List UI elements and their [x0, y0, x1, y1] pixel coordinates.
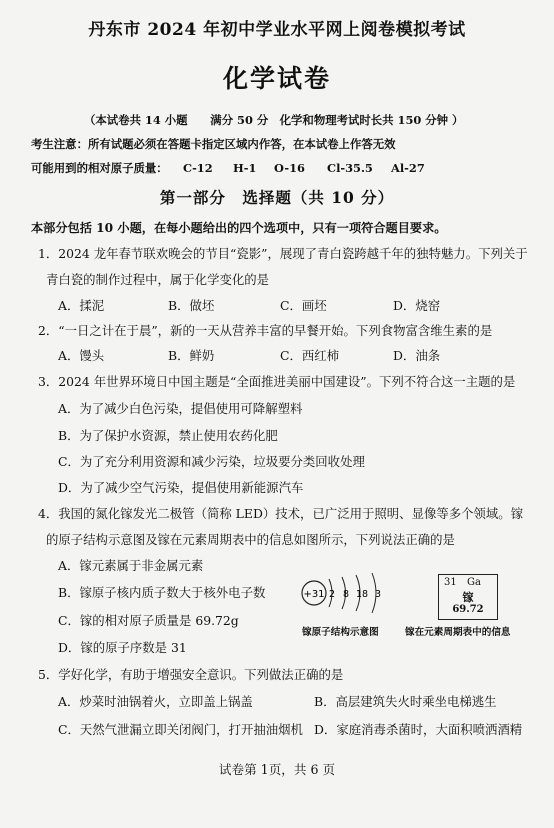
atomic-masses-label: 可能用到的相对原子质量：: [31, 161, 168, 175]
gallium-atom-structure-diagram: [296, 572, 408, 618]
question-2-stem: 2．“一日之计在于晨”，新的一天从营养丰富的早餐开始。下列食物富含维生素的是: [38, 323, 493, 338]
shell-electron-count: 8: [342, 589, 350, 600]
question-2-option-d: D．油条: [393, 348, 441, 363]
question-2-option-a: A．馒头: [58, 348, 105, 363]
atomic-mass-item: H-1: [233, 161, 257, 175]
atomic-mass-item: Al-27: [391, 161, 425, 175]
page-footer: 试卷第 1页，共 6 页: [218, 762, 336, 777]
question-3-option-d: D．为了减少空气污染，提倡使用新能源汽车: [58, 480, 304, 495]
relative-atomic-mass: 69.72: [452, 604, 484, 615]
question-3-option-b: B．为了保护水资源，禁止使用农药化肥: [58, 428, 278, 443]
shell-electron-count: 3: [374, 589, 382, 600]
question-5-option-c: C．天然气泄漏立即关闭阀门，打开抽油烟机: [58, 722, 303, 737]
atomic-mass-item: C-12: [183, 161, 213, 175]
question-1-stem: 1．2024 龙年春节联欢晚会的节目“瓷影”，展现了青白瓷跨越千年的独特魅力。下列关于: [38, 246, 528, 261]
question-4-option-d: D．镓的原子序数是 31: [58, 640, 187, 655]
nucleus-charge: +31: [303, 589, 325, 600]
question-5-option-d: D．家庭消毒杀菌时，大面积喷洒酒精: [314, 722, 523, 737]
section-intro: 本部分包括 10 小题，在每小题给出的四个选项中，只有一项符合题目要求。: [31, 221, 447, 235]
exam-subject-title: 化学试卷: [222, 64, 331, 93]
exam-title: 丹东市 2024 年初中学业水平网上阅卷模拟考试: [88, 20, 466, 40]
question-1-option-d: D．烧窑: [393, 298, 441, 313]
question-4-option-a: A．镓元素属于非金属元素: [58, 558, 204, 573]
atomic-mass-item: Cl-35.5: [327, 161, 373, 175]
shell-electron-count: 2: [328, 589, 336, 600]
question-1-option-a: A．揉泥: [58, 298, 105, 313]
question-2-option-c: C．西红柿: [280, 348, 340, 363]
question-3-option-c: C．为了充分利用资源和减少污染，垃圾要分类回收处理: [58, 454, 365, 469]
exam-notice: 考生注意：所有试题必须在答题卡指定区域内作答，在本试卷上作答无效: [31, 137, 396, 151]
question-4-stem: 4．我国的氮化镓发光二极管（简称 LED）技术，已广泛用于照明、显像等多个领域。镓: [38, 506, 524, 521]
periodic-table-cell: [438, 574, 498, 620]
question-2-option-b: B．鲜奶: [168, 348, 215, 363]
question-1-option-b: B．做坯: [168, 298, 215, 313]
question-1-stem: 青白瓷的制作过程中，属于化学变化的是: [46, 272, 270, 287]
question-1-option-c: C．画坯: [280, 298, 327, 313]
exam-info: （本试卷共 14 小题 满分 50 分 化学和物理考试时长共 150 分钟 ）: [84, 113, 464, 127]
element-symbol: Ga: [467, 577, 481, 588]
question-4-option-b: B．镓原子核内质子数大于核外电子数: [58, 585, 266, 600]
atomic-number: 31: [444, 577, 457, 588]
question-5-option-a: A．炒菜时油锅着火，立即盖上锅盖: [58, 694, 253, 709]
question-5-option-b: B．高层建筑失火时乘坐电梯逃生: [314, 694, 497, 709]
question-3-option-a: A．为了减少白色污染，提倡使用可降解塑料: [58, 401, 303, 416]
section-title: 第一部分 选择题（共 10 分）: [159, 188, 395, 207]
shell-electron-count: 18: [355, 589, 369, 600]
question-4-stem: 的原子结构示意图及镓在元素周期表中的信息如图所示，下列说法正确的是: [46, 532, 455, 547]
question-3-stem: 3．2024 年世界环境日中国主题是“全面推进美丽中国建设”。下列不符合这一主题的是: [38, 374, 516, 389]
question-4-option-c: C．镓的相对原子质量是 69.72g: [58, 613, 239, 628]
periodic-cell-caption: 镓在元素周期表中的信息: [405, 627, 511, 638]
atomic-mass-item: O-16: [274, 161, 305, 175]
element-name: 镓: [462, 591, 474, 604]
question-5-stem: 5．学好化学，有助于增强安全意识。下列做法正确的是: [38, 667, 344, 682]
atom-diagram-caption: 镓原子结构示意图: [302, 627, 379, 638]
